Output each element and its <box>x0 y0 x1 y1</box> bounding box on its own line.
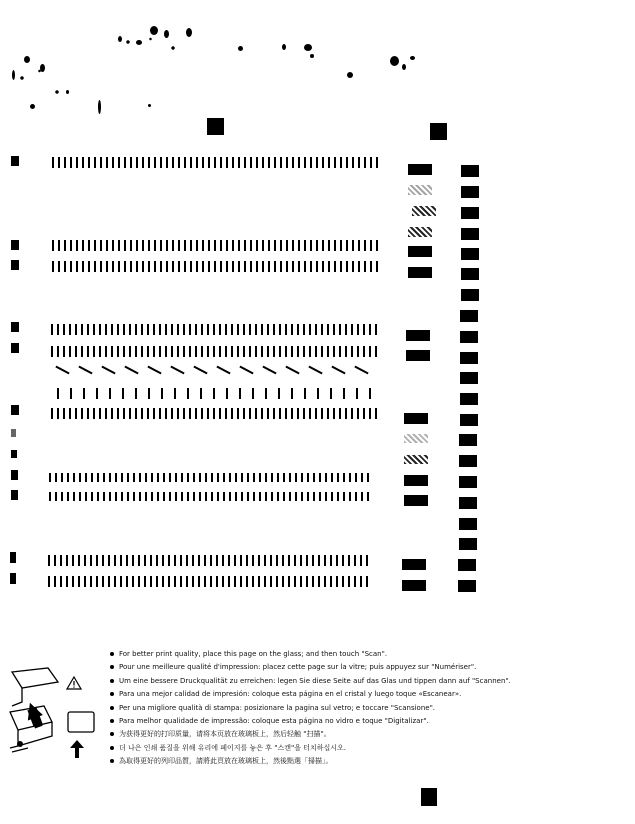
diagonal-mark <box>285 366 299 375</box>
instruction-fr <box>110 661 490 674</box>
color-block <box>408 267 432 278</box>
speck <box>282 44 286 50</box>
speck <box>390 56 399 66</box>
test-bar-row <box>51 324 377 335</box>
left-marker <box>11 240 19 250</box>
color-block <box>408 227 432 237</box>
color-block <box>459 518 477 530</box>
color-block <box>404 495 428 506</box>
bullet <box>110 706 114 710</box>
bullet <box>110 719 114 723</box>
instruction-de <box>110 675 511 688</box>
color-block <box>460 372 478 384</box>
diagonal-mark <box>101 366 115 375</box>
color-block <box>408 185 432 195</box>
color-block <box>459 455 477 467</box>
bullet <box>110 652 114 656</box>
diagonal-mark <box>262 366 276 375</box>
color-block <box>460 414 478 426</box>
color-block <box>459 476 477 488</box>
diagonal-mark <box>55 366 69 375</box>
test-bar-row <box>52 240 378 251</box>
color-block <box>460 331 478 343</box>
left-marker <box>11 260 19 270</box>
left-marker <box>11 429 16 437</box>
bullet <box>110 665 114 669</box>
instruction-text: Per una migliore qualità di stampa: posizionare la pagina sul vetro; e toccare "Scansione". <box>119 703 436 712</box>
diagonal-mark <box>170 366 184 375</box>
instruction-text: For better print quality, place this page on the glass; and then touch "Scan". <box>119 650 388 658</box>
left-marker <box>11 156 19 166</box>
speck <box>310 54 314 58</box>
color-block <box>402 559 426 570</box>
registration-mark <box>430 123 447 140</box>
color-block <box>406 350 430 361</box>
speck <box>402 64 406 70</box>
diagonal-mark <box>308 366 322 375</box>
instruction-text: 더 나은 인쇄 품질을 위해 유리에 페이지를 놓은 후 "스캔"을 터치하십시오. <box>119 743 347 752</box>
color-block <box>461 268 479 280</box>
test-bar-row <box>51 346 377 357</box>
instruction-text: Para melhor qualidade de impressão: coloque esta página no vidro e toque "Digitalizar". <box>119 717 429 726</box>
left-marker <box>11 470 18 480</box>
diagonal-mark <box>216 366 230 375</box>
color-block <box>461 207 479 219</box>
speck <box>347 72 353 78</box>
left-marker <box>11 405 19 415</box>
diagonal-mark <box>354 366 368 375</box>
left-marker <box>11 322 19 332</box>
left-marker <box>11 490 18 500</box>
diagonal-mark <box>331 366 345 375</box>
tick-row <box>57 388 375 399</box>
color-block <box>404 434 428 443</box>
noise-cluster <box>8 50 78 120</box>
color-block <box>461 248 479 260</box>
instruction-ko <box>110 742 490 755</box>
test-bar-row <box>49 492 373 501</box>
color-block <box>408 164 432 175</box>
instruction-text: 为获得更好的打印质量，请将本页放在玻璃板上，然后轻触 "扫描"。 <box>119 730 331 739</box>
color-block <box>461 165 479 177</box>
scan-instructions <box>110 648 511 769</box>
test-bar-row <box>52 157 380 168</box>
instruction-zh-cn <box>110 728 490 741</box>
instruction-text: Um eine bessere Druckqualität zu erreichen: legen Sie diese Seite auf das Glas und tippen dann auf "Scannen". <box>119 676 511 685</box>
color-block <box>461 289 479 301</box>
noise-cluster <box>110 30 200 60</box>
diagonal-mark <box>239 366 253 375</box>
diagonal-mark <box>78 366 92 375</box>
warning-triangle-icon <box>66 676 82 690</box>
registration-mark <box>207 118 224 135</box>
color-block <box>406 330 430 341</box>
instruction-text: Para una mejor calidad de impresión: coloque esta página en el cristal y luego toque «Escanear». <box>119 690 462 699</box>
speck <box>238 46 243 51</box>
instruction-text: 為取得更好的列印品質，請將此頁放在玻璃板上，然後點選「掃描」。 <box>119 757 333 766</box>
color-block <box>408 246 432 257</box>
color-block <box>459 434 477 446</box>
color-block <box>458 580 476 592</box>
bullet <box>110 746 114 750</box>
speck <box>304 44 312 51</box>
bullet <box>110 679 114 683</box>
color-block <box>402 580 426 591</box>
color-block <box>460 310 478 322</box>
diagonal-mark <box>147 366 161 375</box>
bullet <box>110 692 114 696</box>
left-marker <box>11 343 19 353</box>
instruction-zh-tw <box>110 755 490 768</box>
diagonal-mark <box>124 366 138 375</box>
color-block <box>412 206 436 216</box>
color-block <box>404 413 428 424</box>
speck <box>148 104 151 107</box>
test-bar-row <box>48 555 372 566</box>
color-block <box>404 455 428 464</box>
instruction-es <box>110 688 490 701</box>
scanner-illustration-icon <box>8 662 103 762</box>
instruction-en <box>110 648 490 661</box>
color-block <box>458 559 476 571</box>
registration-mark <box>421 788 437 806</box>
instruction-text: Pour une meilleure qualité d'impression: placez cette page sur la vitre; puis appuyez sur "Numériser". <box>119 663 477 672</box>
left-marker <box>11 450 17 458</box>
color-block <box>461 228 479 240</box>
color-block <box>459 497 477 509</box>
bullet <box>110 759 114 763</box>
instruction-it <box>110 702 490 715</box>
bullet <box>110 732 114 736</box>
test-bar-row <box>49 473 373 482</box>
left-marker <box>10 573 16 584</box>
color-block <box>404 475 428 486</box>
speck <box>98 100 101 114</box>
test-bar-row <box>48 576 372 587</box>
color-block <box>460 352 478 364</box>
speck <box>410 56 415 60</box>
diagonal-mark <box>193 366 207 375</box>
instruction-pt <box>110 715 490 728</box>
left-marker <box>10 552 16 563</box>
color-block <box>461 186 479 198</box>
arrow-up-icon <box>70 740 84 758</box>
test-bar-row <box>51 408 377 419</box>
color-block <box>459 538 477 550</box>
color-block <box>460 393 478 405</box>
test-bar-row <box>52 261 378 272</box>
